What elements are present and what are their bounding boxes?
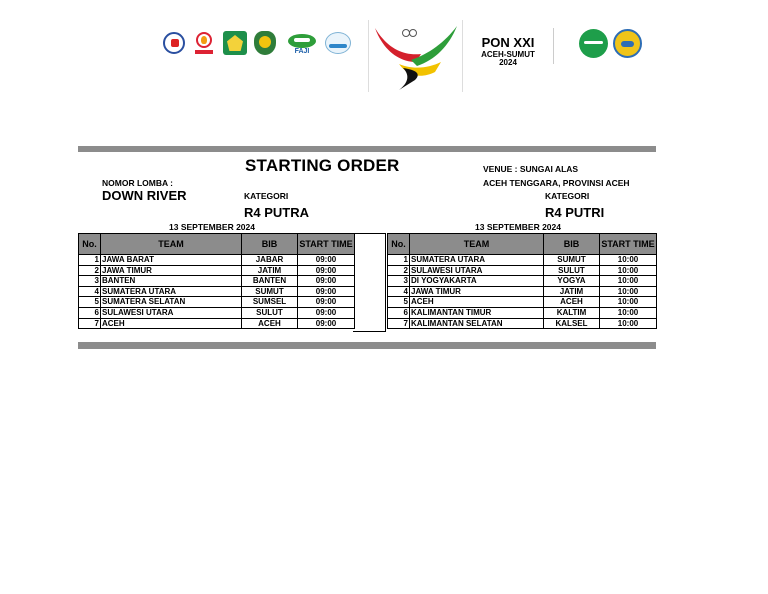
row-no: 7 bbox=[79, 318, 101, 329]
row-team: SULAWESI UTARA bbox=[410, 265, 544, 276]
table-row bbox=[79, 297, 355, 308]
faji-logo: FAJI bbox=[286, 34, 318, 58]
row-team: ACEH bbox=[410, 297, 544, 308]
date-left: 13 SEPTEMBER 2024 bbox=[169, 222, 255, 232]
table-row bbox=[388, 318, 657, 329]
row-time: 10:00 bbox=[600, 307, 657, 318]
row-no: 7 bbox=[388, 318, 410, 329]
row-team: JAWA TIMUR bbox=[101, 265, 242, 276]
row-time: 09:00 bbox=[298, 297, 355, 308]
row-time: 09:00 bbox=[298, 318, 355, 329]
row-time: 09:00 bbox=[298, 307, 355, 318]
row-no: 2 bbox=[79, 265, 101, 276]
table-row bbox=[79, 318, 355, 329]
row-bib: YOGYA bbox=[544, 276, 600, 287]
row-time: 10:00 bbox=[600, 318, 657, 329]
row-no: 3 bbox=[388, 276, 410, 287]
row-team: SUMATERA SELATAN bbox=[101, 297, 242, 308]
row-team: DI YOGYAKARTA bbox=[410, 276, 544, 287]
row-team: JAWA BARAT bbox=[101, 255, 242, 266]
table-row bbox=[388, 265, 657, 276]
table-row bbox=[79, 265, 355, 276]
table-row bbox=[388, 286, 657, 297]
table-row bbox=[79, 276, 355, 287]
row-time: 09:00 bbox=[298, 255, 355, 266]
row-time: 09:00 bbox=[298, 276, 355, 287]
col-start-time: START TIME bbox=[298, 234, 355, 255]
date-right: 13 SEPTEMBER 2024 bbox=[475, 222, 561, 232]
pon-wordmark: PON XXI ACEH-SUMUT 2024 bbox=[481, 35, 535, 67]
table-row bbox=[388, 307, 657, 318]
row-time: 10:00 bbox=[600, 265, 657, 276]
row-no: 6 bbox=[79, 307, 101, 318]
row-team: ACEH bbox=[101, 318, 242, 329]
row-no: 3 bbox=[79, 276, 101, 287]
table-row bbox=[79, 307, 355, 318]
kemenpora-logo bbox=[163, 32, 185, 54]
row-no: 4 bbox=[388, 286, 410, 297]
row-bib: ACEH bbox=[544, 297, 600, 308]
logo-divider bbox=[553, 28, 554, 64]
col-bib: BIB bbox=[544, 234, 600, 255]
aceh-emblem-logo bbox=[223, 31, 247, 55]
halal-style-logo bbox=[579, 29, 608, 58]
kategori-left: R4 PUTRA bbox=[244, 205, 310, 220]
col-team: TEAM bbox=[101, 234, 242, 255]
row-team: SUMATERA UTARA bbox=[101, 286, 242, 297]
row-team: JAWA TIMUR bbox=[410, 286, 544, 297]
putri-table-header bbox=[388, 234, 657, 255]
river-club-logo bbox=[325, 32, 351, 54]
top-divider-bar bbox=[78, 146, 656, 152]
row-bib: KALSEL bbox=[544, 318, 600, 329]
table-gap bbox=[353, 233, 386, 332]
nomor-lomba-label: NOMOR LOMBA : bbox=[102, 178, 173, 188]
row-bib: JATIM bbox=[544, 286, 600, 297]
bottom-divider-bar bbox=[78, 342, 656, 349]
page-title: STARTING ORDER bbox=[245, 156, 400, 175]
kategori-label-right: KATEGORI bbox=[545, 191, 590, 201]
row-time: 10:00 bbox=[600, 297, 657, 308]
putra-table bbox=[78, 233, 355, 329]
row-no: 5 bbox=[79, 297, 101, 308]
col-bib: BIB bbox=[242, 234, 298, 255]
col-no: No. bbox=[79, 234, 101, 255]
row-team: SUMATERA UTARA bbox=[410, 255, 544, 266]
province-seal-logo bbox=[613, 29, 642, 58]
sumut-emblem-logo bbox=[254, 31, 276, 55]
nomor-lomba-value: DOWN RIVER bbox=[102, 188, 187, 203]
row-no: 1 bbox=[79, 255, 101, 266]
row-bib: SUMUT bbox=[242, 286, 298, 297]
col-no: No. bbox=[388, 234, 410, 255]
row-no: 5 bbox=[388, 297, 410, 308]
table-row bbox=[388, 297, 657, 308]
table-row bbox=[79, 286, 355, 297]
row-time: 10:00 bbox=[600, 286, 657, 297]
row-bib: BANTEN bbox=[242, 276, 298, 287]
row-no: 6 bbox=[388, 307, 410, 318]
row-bib: SUMSEL bbox=[242, 297, 298, 308]
putra-table-header bbox=[79, 234, 355, 255]
pon-main-logo bbox=[368, 20, 463, 92]
row-bib: ACEH bbox=[242, 318, 298, 329]
row-bib: JATIM bbox=[242, 265, 298, 276]
row-bib: SULUT bbox=[544, 265, 600, 276]
row-no: 1 bbox=[388, 255, 410, 266]
row-bib: JABAR bbox=[242, 255, 298, 266]
row-bib: SULUT bbox=[242, 307, 298, 318]
row-bib: KALTIM bbox=[544, 307, 600, 318]
row-no: 2 bbox=[388, 265, 410, 276]
row-time: 10:00 bbox=[600, 276, 657, 287]
col-team: TEAM bbox=[410, 234, 544, 255]
col-start-time: START TIME bbox=[600, 234, 657, 255]
venue-line-2: ACEH TENGGARA, PROVINSI ACEH bbox=[483, 178, 630, 188]
row-time: 09:00 bbox=[298, 265, 355, 276]
row-time: 09:00 bbox=[298, 286, 355, 297]
putri-table bbox=[387, 233, 657, 329]
table-row bbox=[388, 276, 657, 287]
venue-line-1: VENUE : SUNGAI ALAS bbox=[483, 164, 579, 174]
row-team: KALIMANTAN SELATAN bbox=[410, 318, 544, 329]
kategori-label-left: KATEGORI bbox=[244, 191, 289, 201]
row-no: 4 bbox=[79, 286, 101, 297]
table-row bbox=[388, 255, 657, 266]
row-time: 10:00 bbox=[600, 255, 657, 266]
row-team: SULAWESI UTARA bbox=[101, 307, 242, 318]
row-team: KALIMANTAN TIMUR bbox=[410, 307, 544, 318]
kategori-right: R4 PUTRI bbox=[545, 205, 605, 220]
table-row bbox=[79, 255, 355, 266]
koni-logo bbox=[193, 30, 215, 56]
row-team: BANTEN bbox=[101, 276, 242, 287]
row-bib: SUMUT bbox=[544, 255, 600, 266]
